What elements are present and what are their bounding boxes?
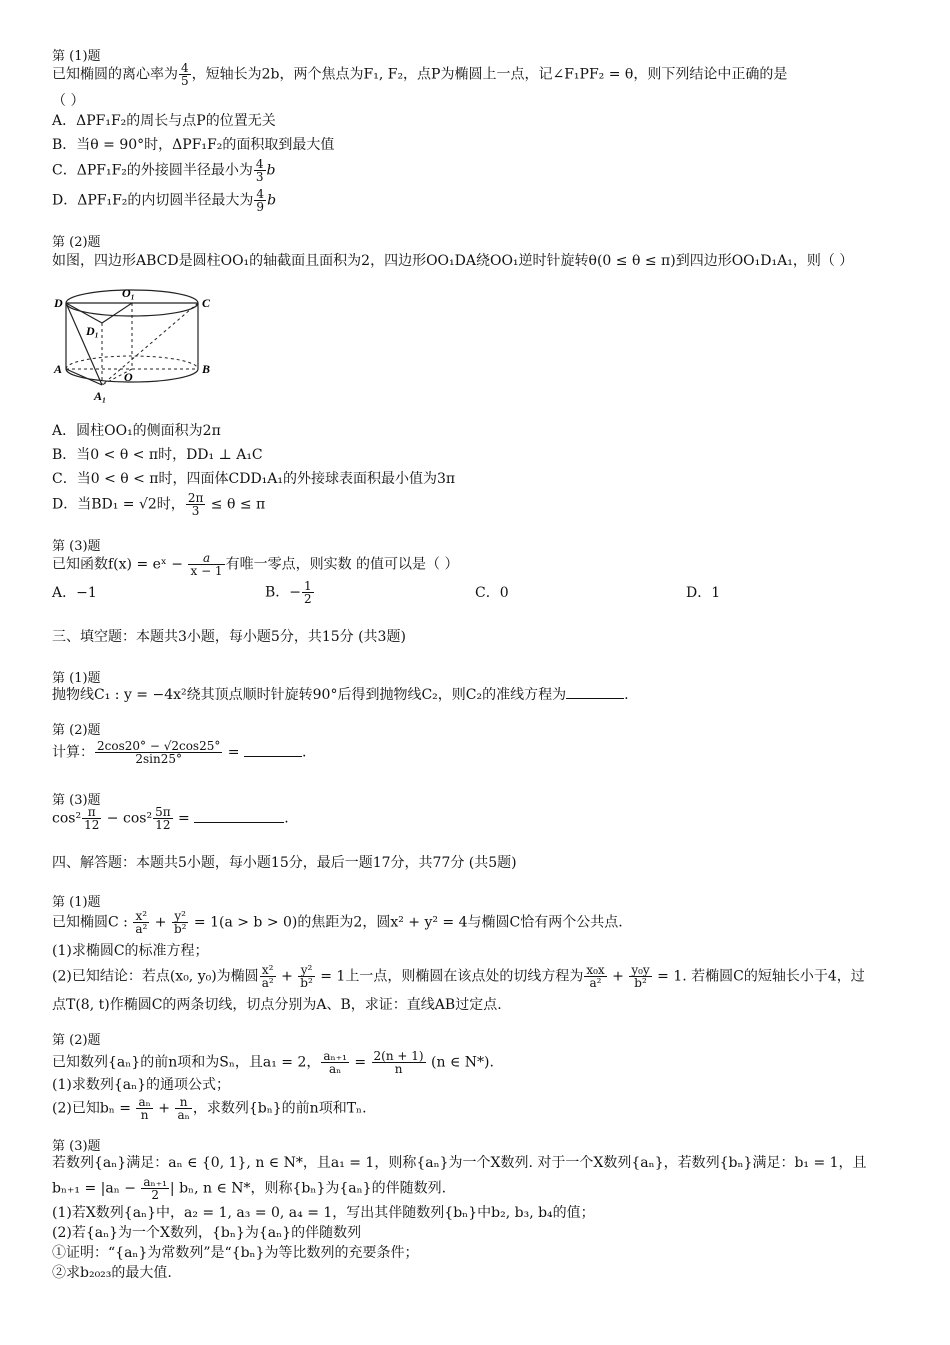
point-label-d1: D₁ xyxy=(86,324,99,338)
stem-text: 计算： xyxy=(52,744,94,761)
question-stem-cont xyxy=(52,1176,446,1201)
fraction xyxy=(254,188,266,213)
sub-question-2-cont: 点T(8, t)作椭圆C的两条切线，切点分别为A、B，求证：直线AB过定点. xyxy=(52,997,502,1013)
frac-num: 4 xyxy=(181,61,189,75)
fraction xyxy=(95,740,222,765)
stem-text: 抛物线C₁ : y = −4x²绕其顶点顺时针旋转90°后得到抛物线C₂，则C₂的准线方程为 xyxy=(52,687,567,703)
frac-den: 5 xyxy=(181,74,189,88)
fraction xyxy=(188,552,224,577)
question-label: 第 (1)题 xyxy=(52,49,101,64)
frac-num: π xyxy=(82,806,101,819)
question-stem: 若数列{aₙ}满足：aₙ ∈ {0, 1}, n ∈ N*，且a₁ = 1，则称{aₙ}为一个X数列. 对于一个X数列{aₙ}，若数列{bₙ}满足：b₁ = 1，且 xyxy=(52,1155,867,1171)
frac-den: 2sin25° xyxy=(135,752,182,766)
sub-question-1: (1)求椭圆C的标准方程； xyxy=(52,943,209,959)
fraction: $\frac{\text{x₀x}}{\text{a²}}$ xyxy=(586,963,605,990)
point-label-b: B xyxy=(202,362,211,376)
frac-num: a xyxy=(188,552,224,565)
cylinder-diagram xyxy=(52,285,222,405)
question-stem: 已知椭圆C : $\frac{\text{x²}}{\text{a²}}$ + $\frac{\text{y²}}{\text{b²}}$ = 1(a > b > 0)的焦距为2，圆x² + y² = 4与椭圆C恰有两个公共点. xyxy=(52,909,623,936)
frac-den: n xyxy=(394,1062,403,1076)
choice-a: A．ΔPF₁F₂的周长与点P的位置无关 xyxy=(52,113,276,129)
choice-text: b xyxy=(267,192,277,209)
stem-text: ，短轴长为2b，两个焦点为F₁, F₂，点P为椭圆上一点，记∠F₁PF₂ = θ，则下列结论中正确的是 xyxy=(191,66,788,83)
sub-question-1: (1)求数列{aₙ}的通项公式； xyxy=(52,1077,231,1093)
point-label-a1: A₁ xyxy=(94,389,107,403)
fraction: $\frac{\text{x²}}{\text{a²}}$ xyxy=(261,963,274,990)
choice-a: A．圆柱OO₁的侧面积为2π xyxy=(52,423,221,439)
frac-den: 9 xyxy=(256,200,265,214)
frac-den: 3 xyxy=(191,504,200,518)
answer-blank xyxy=(194,810,284,823)
stem-text: 有唯一零点，则实数 的值可以是（ ） xyxy=(225,556,459,573)
question-stem: 已知数列{aₙ}的前n项和为Sₙ，且a₁ = 2， $\frac{\text{aₙ₊₁}}{\text{aₙ}}$ = $\frac{2(n + 1)}{n}$ (n ∈ N*). xyxy=(52,1049,494,1076)
frac-num: 5π xyxy=(155,805,171,819)
fraction xyxy=(302,580,314,605)
stem-text: (2)已知bₙ = xyxy=(52,1100,136,1117)
sub-question-2-2: ②求b₂₀₂₃的最大值. xyxy=(52,1265,172,1281)
point-label-o: O xyxy=(124,370,133,384)
choice-a: A．−1 xyxy=(52,585,97,601)
fraction: $\frac{\text{x²}}{\text{a²}}$ xyxy=(135,909,148,936)
stem-text: (n ∈ N*). xyxy=(431,1054,494,1071)
choice-c: C．0 xyxy=(475,585,509,601)
stem-text: (2)已知结论：若点(x₀, y₀)为椭圆 xyxy=(52,968,259,985)
frac-den: 12 xyxy=(155,818,171,832)
question-label: 第 (1)题 xyxy=(52,671,101,686)
frac-den: aₙ xyxy=(328,1062,342,1076)
fraction xyxy=(186,492,206,517)
frac-den: 2 xyxy=(304,592,312,606)
fraction: $\frac{n}{\text{aₙ}}$ xyxy=(177,1095,190,1122)
question-label: 第 (3)题 xyxy=(52,793,101,808)
point-label-c: C xyxy=(202,296,211,310)
question-stem xyxy=(52,686,629,704)
answer-blank xyxy=(244,744,302,757)
question-label: 第 (1)题 xyxy=(52,895,101,910)
fraction: $\frac{\text{y²}}{\text{b²}}$ xyxy=(300,963,313,990)
frac-den: 12 xyxy=(84,818,100,832)
stem-text: = xyxy=(173,810,195,827)
choice-text: ≤ θ ≤ π xyxy=(206,496,266,513)
sub-question-2: (2)若{aₙ}为一个X数列，{bₙ}为{aₙ}的伴随数列 xyxy=(52,1225,362,1241)
choice-b: B．当θ = 90°时，ΔPF₁F₂的面积取到最大值 xyxy=(52,137,335,153)
choice-c xyxy=(52,158,276,183)
choice-b xyxy=(265,580,315,605)
frac-num: 2cos20° − √2cos25° xyxy=(97,739,221,753)
cylinder-figure xyxy=(52,285,222,409)
question-stem xyxy=(52,806,289,831)
stem-text: . xyxy=(624,687,629,703)
stem-text: | bₙ, n ∈ N*，则称{bₙ}为{aₙ}的伴随数列. xyxy=(169,1180,447,1197)
frac-num: 2π xyxy=(187,491,204,505)
stem-text: 上一点，则椭圆在该点处的切线方程为 xyxy=(345,968,584,985)
frac-num: 4 xyxy=(255,157,264,171)
question-stem xyxy=(52,740,306,765)
question-label: 第 (3)题 xyxy=(52,1139,101,1154)
fraction xyxy=(82,806,101,831)
fraction xyxy=(372,1050,426,1075)
stem-text: 已知椭圆的离心率为 xyxy=(52,66,178,83)
question-stem xyxy=(52,552,458,577)
point-label-a: A xyxy=(54,362,63,376)
stem-text: = xyxy=(223,744,244,761)
stem-text: 的焦距为2，圆x² + y² = 4与椭圆C恰有两个公共点. xyxy=(297,914,623,931)
frac-num: aₙ₊₁ xyxy=(143,1175,167,1189)
question-label: 第 (2)题 xyxy=(52,1033,101,1048)
question-label: 第 (2)题 xyxy=(52,723,101,738)
stem-text: = 1. 若椭圆C的短轴长小于4，过 xyxy=(657,968,865,985)
choice-d xyxy=(52,188,276,213)
choice-b: B．当0 < θ < π时，DD₁ ⊥ A₁C xyxy=(52,447,263,463)
stem-text: 已知椭圆C : xyxy=(52,914,133,931)
frac-num: 4 xyxy=(256,187,265,201)
choice-text: B．− xyxy=(265,584,302,601)
sub-question-1: (1)若X数列{aₙ}中，a₂ = 1, a₃ = 0, a₄ = 1，写出其伴随数列{bₙ}中b₂, b₃, b₄的值； xyxy=(52,1205,595,1221)
choice-text: D．ΔPF₁F₂的内切圆半径最大为 xyxy=(52,192,254,209)
question-stem xyxy=(52,62,787,87)
sub-question-2-1: ①证明：“{aₙ}为常数列”是“{bₙ}为等比数列的充要条件； xyxy=(52,1245,419,1261)
frac-num: 1 xyxy=(304,579,312,593)
frac-num: 2(n + 1) xyxy=(373,1049,424,1063)
sub-question-2: (2)已知bₙ = $\frac{\text{aₙ}}{n}$ + $\frac{n}{\text{aₙ}}$ ，求数列{bₙ}的前n项和Tₙ. xyxy=(52,1095,367,1122)
fraction xyxy=(153,806,173,831)
stem-text: 已知数列{aₙ}的前n项和为Sₙ，且a₁ = 2， xyxy=(52,1054,321,1071)
stem-text: cos² xyxy=(52,810,82,827)
question-stem: 如图，四边形ABCD是圆柱OO₁的轴截面且面积为2，四边形OO₁DA绕OO₁逆时针旋转θ(0 ≤ θ ≤ π)到四边形OO₁D₁A₁，则（ ） xyxy=(52,253,854,269)
choice-d: D．1 xyxy=(686,585,721,601)
fraction xyxy=(179,62,191,87)
stem-text: − cos² xyxy=(102,810,153,827)
sub-question-2: (2)已知结论：若点(x₀, y₀)为椭圆 $\frac{\text{x²}}{\text{a²}}$ + $\frac{\text{y²}}{\text{b²}}$ = 1上一点，则椭圆在该点处的切线方程为 $\frac{\text{x₀x}}{\text{a²}}$ + $\frac{\text{y₀y}}{\text{b²}}$ = 1. 若椭圆C的短轴长小于4，过 xyxy=(52,963,865,990)
stem-text: . xyxy=(302,744,307,761)
stem-text: bₙ₊₁ = |aₙ − xyxy=(52,1180,141,1197)
fraction xyxy=(254,158,266,183)
fraction xyxy=(321,1050,349,1075)
answer-paren: （ ） xyxy=(52,93,85,109)
question-label: 第 (3)题 xyxy=(52,539,101,554)
point-label-d: D xyxy=(54,296,63,310)
frac-den: x − 1 xyxy=(190,564,223,578)
answer-blank xyxy=(566,686,624,699)
fraction: $\frac{\text{aₙ}}{n}$ xyxy=(138,1095,151,1122)
frac-num: aₙ₊₁ xyxy=(323,1049,347,1063)
frac-den: 3 xyxy=(255,170,264,184)
choice-text: C．ΔPF₁F₂的外接圆半径最小为 xyxy=(52,162,253,179)
section-header: 四、解答题：本题共5小题，每小题15分，最后一题17分，共77分 (共5题) xyxy=(52,855,517,871)
choice-text: b xyxy=(266,162,276,179)
stem-text: . xyxy=(284,810,289,827)
fraction: $\frac{\text{y²}}{\text{b²}}$ xyxy=(173,909,187,936)
point-label-o1: O₁ xyxy=(122,286,135,300)
frac-den: 2 xyxy=(151,1188,159,1202)
fraction xyxy=(141,1176,169,1201)
question-label: 第 (2)题 xyxy=(52,235,101,250)
section-header: 三、填空题：本题共3小题，每小题5分，共15分 (共3题) xyxy=(52,629,406,645)
stem-text: ，求数列{bₙ}的前n项和Tₙ. xyxy=(192,1100,367,1117)
stem-text: 已知函数f(x) = eˣ − xyxy=(52,556,188,573)
choice-d xyxy=(52,492,265,517)
fraction: $\frac{\text{y₀y}}{\text{b²}}$ xyxy=(631,963,650,990)
choice-c: C．当0 < θ < π时，四面体CDD₁A₁的外接球表面积最小值为3π xyxy=(52,471,456,487)
choice-text: D．当BD₁ = √2时， xyxy=(52,496,185,513)
